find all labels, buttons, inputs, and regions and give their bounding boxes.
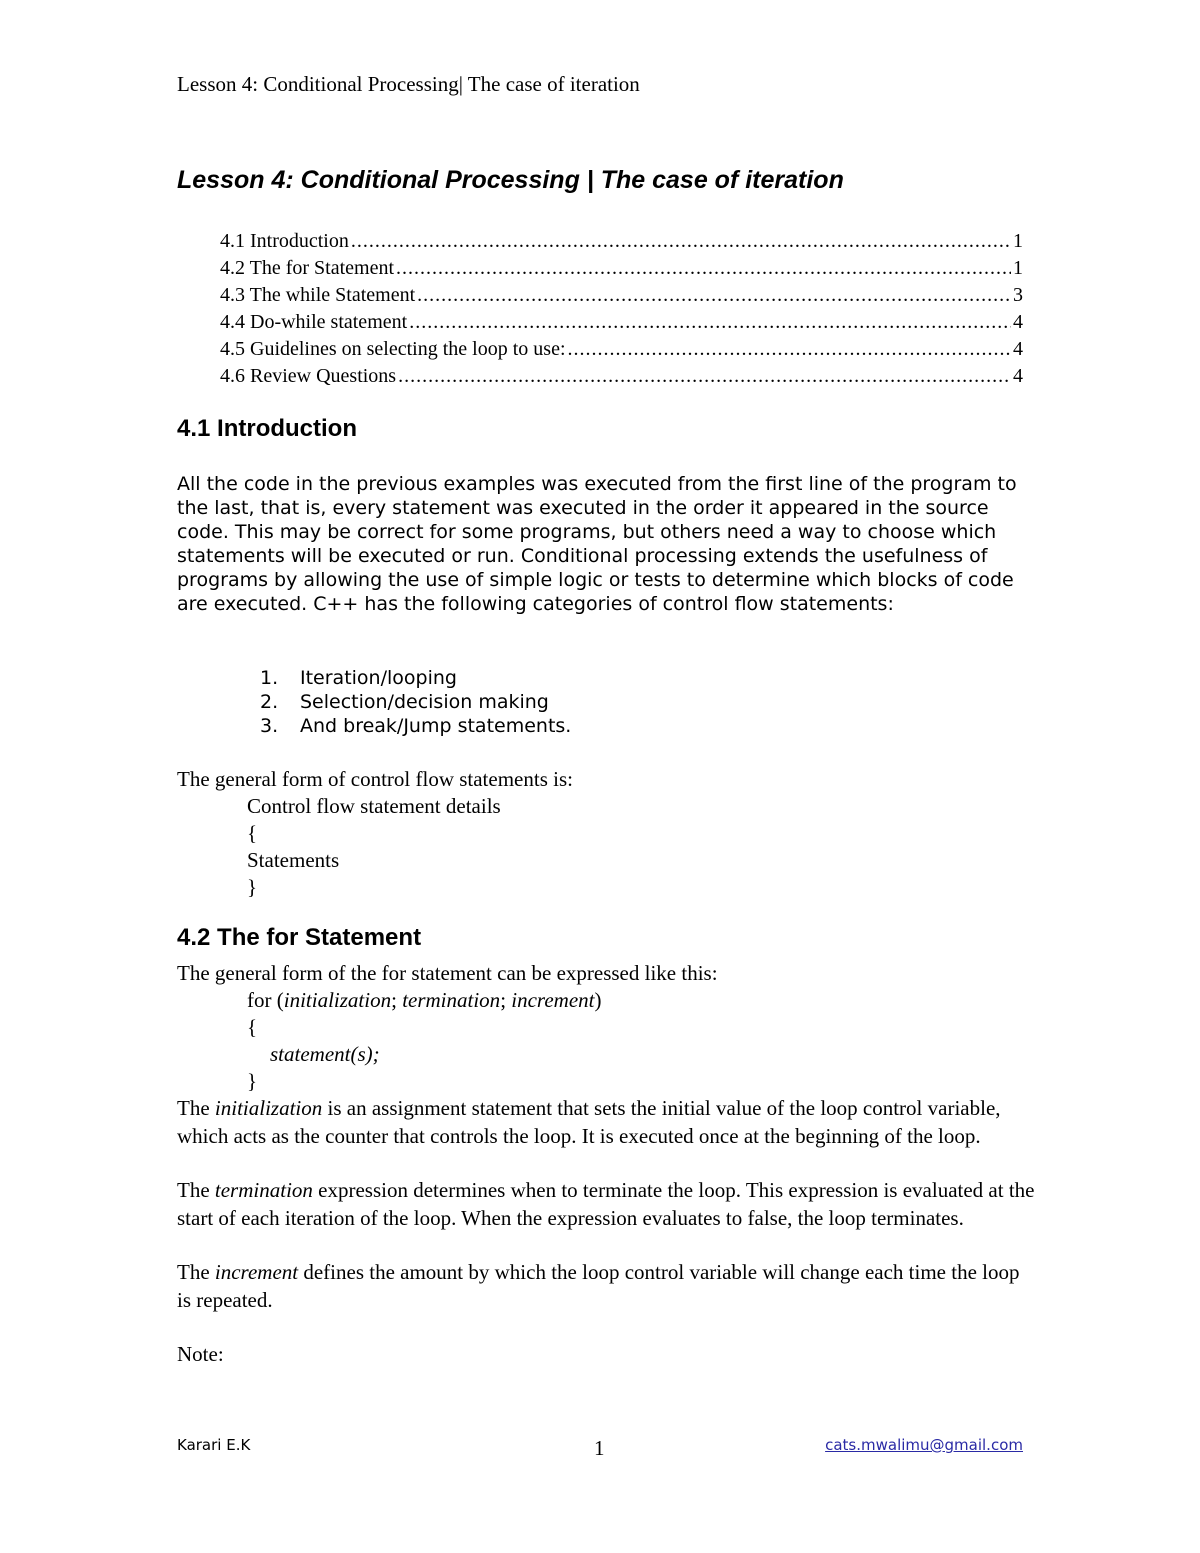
list-item-number: 3. — [260, 715, 279, 737]
toc-entry[interactable] — [220, 257, 1023, 284]
increment-term: increment — [511, 988, 595, 1012]
running-header: Lesson 4: Conditional Processing| The case of iteration — [177, 72, 640, 96]
toc-leader — [351, 230, 1011, 253]
text-run: The — [177, 1260, 215, 1284]
list-item-number: 2. — [260, 691, 279, 713]
for-syntax-line — [247, 987, 601, 1014]
footer-author: Karari E.K — [177, 1436, 251, 1454]
for-statement-intro: The general form of the for statement can be expressed like this: — [177, 961, 718, 985]
general-form-intro: The general form of control flow statements is: — [177, 767, 573, 791]
toc-leader — [396, 257, 1011, 280]
list-item — [260, 666, 571, 690]
increment-paragraph — [177, 1259, 1037, 1314]
general-form-line: } — [247, 875, 258, 899]
toc-entry[interactable] — [220, 284, 1023, 311]
general-form-line: Statements — [247, 848, 340, 872]
list-item-text: Selection/decision making — [300, 691, 549, 713]
toc-entry[interactable] — [220, 311, 1023, 338]
note-label: Note: — [177, 1342, 224, 1366]
for-keyword: for ( — [247, 988, 284, 1012]
table-of-contents — [220, 230, 1023, 392]
text-run: The — [177, 1096, 215, 1120]
toc-entry[interactable] — [220, 230, 1023, 257]
section-heading-introduction: 4.1 Introduction — [177, 415, 357, 442]
separator: ; — [391, 988, 403, 1012]
toc-entry-label: 4.1 Introduction — [220, 230, 349, 252]
list-item-text: Iteration/looping — [300, 667, 457, 689]
emphasized-term: increment — [214, 1260, 299, 1284]
footer-page-number: 1 — [594, 1436, 605, 1460]
toc-entry-label: 4.6 Review Questions — [220, 365, 397, 387]
for-open-brace: { — [247, 1015, 258, 1039]
footer-email-link[interactable]: cats.mwalimu@gmail.com — [825, 1436, 1023, 1454]
toc-leader — [409, 311, 1011, 334]
emphasized-term: termination — [214, 1178, 313, 1202]
toc-page-number: 1 — [1013, 257, 1023, 279]
list-item — [260, 714, 571, 738]
toc-leader — [568, 338, 1012, 361]
text-run: The — [177, 1178, 215, 1202]
text-run: expression determines when to terminate the loop. This expression is evaluated at the start of each iteration of the loop. When the expression evaluates to false, the loop terminates. — [177, 1178, 1035, 1230]
termination-paragraph — [177, 1177, 1037, 1232]
list-item-text: And break/Jump statements. — [300, 715, 572, 737]
toc-page-number: 4 — [1013, 365, 1023, 387]
separator: ; — [500, 988, 512, 1012]
toc-page-number: 3 — [1013, 284, 1023, 306]
general-form-line: Control flow statement details — [247, 794, 501, 818]
general-form-line: { — [247, 821, 258, 845]
toc-entry[interactable] — [220, 338, 1023, 365]
document-title: Lesson 4: Conditional Processing | The case of iteration — [177, 166, 844, 194]
text-run: defines the amount by which the loop control variable will change each time the loop is repeated. — [177, 1260, 1020, 1312]
close-paren: ) — [594, 988, 602, 1012]
toc-entry-label: 4.4 Do-while statement — [220, 311, 408, 333]
control-flow-categories-list — [260, 666, 571, 738]
toc-leader — [398, 365, 1011, 388]
section-heading-for-statement: 4.2 The for Statement — [177, 924, 422, 951]
toc-page-number: 4 — [1013, 311, 1023, 333]
toc-page-number: 1 — [1013, 230, 1023, 252]
for-body — [270, 1041, 380, 1068]
toc-entry[interactable] — [220, 365, 1023, 392]
initialization-paragraph — [177, 1095, 1037, 1150]
toc-page-number: 4 — [1013, 338, 1023, 360]
toc-entry-label: 4.5 Guidelines on selecting the loop to use: — [220, 338, 566, 360]
introduction-paragraph: All the code in the previous examples was executed from the first line of the program to the last, that is, every statement was executed in the order it appeared in the source code. This may be correct for some programs, but others need a way to choose which statements will be executed or run. Conditional processing extends the usefulness of programs by allowing the use of simple logic or tests to determine which blocks of code are executed. C++ has the following categories of control flow statements: — [177, 473, 1017, 615]
statement-term: statement(s); — [270, 1042, 380, 1066]
for-close-brace: } — [247, 1069, 258, 1093]
text-run: is an assignment statement that sets the initial value of the loop control variable, which acts as the counter that controls the loop. It is executed once at the beginning of the loop. — [177, 1096, 1001, 1148]
list-item — [260, 690, 571, 714]
init-term: initialization — [283, 988, 392, 1012]
list-item-number: 1. — [260, 667, 279, 689]
toc-leader — [417, 284, 1011, 307]
termination-term: termination — [402, 988, 501, 1012]
toc-entry-label: 4.3 The while Statement — [220, 284, 416, 306]
toc-entry-label: 4.2 The for Statement — [220, 257, 395, 279]
emphasized-term: initialization — [214, 1096, 323, 1120]
